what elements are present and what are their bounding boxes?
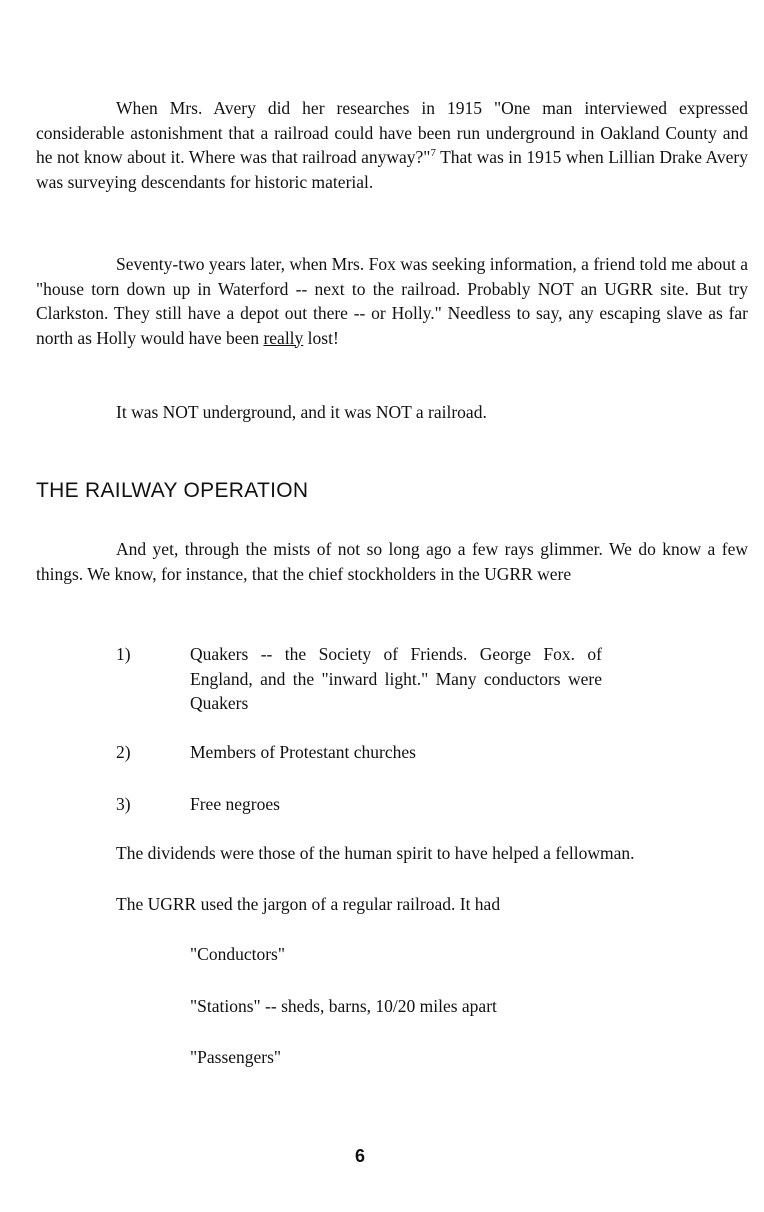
list-item-text: Quakers -- the Society of Friends. George Fox. of England, and the "inward light." Many conductors were Quakers — [190, 644, 602, 713]
list-item-number: 1) — [116, 644, 131, 664]
paragraph-dividends: The dividends were those of the human spirit to have helped a fellowman. — [116, 843, 635, 863]
jargon-item: "Conductors" — [190, 944, 285, 964]
paragraph-jargon-intro: The UGRR used the jargon of a regular railroad. It had — [116, 894, 501, 914]
page-number: 6 — [354, 1146, 365, 1166]
jargon-item: "Stations" -- sheds, barns, 10/20 miles apart — [190, 996, 497, 1016]
paragraph-text: When Mrs. Avery did her researches in 1915 "One man interviewed expressed considerable astonishment that a railroad could have been run underground in Oakland County and he not know about it. Where was that railroad anyway?" — [36, 98, 748, 167]
list-item-number: 3) — [116, 794, 131, 814]
section-heading: THE RAILWAY OPERATION — [36, 479, 309, 502]
jargon-item: "Passengers" — [190, 1047, 282, 1067]
paragraph-text: Seventy-two years later, when Mrs. Fox was seeking information, a friend told me about a "house torn down up in Waterford -- next to the railroad. Probably NOT an UGRR site. But try Clarkston. They still have a depot out there -- or Holly." Needless to say, any escaping slave as far north as Holly would have been — [36, 254, 748, 348]
list-item-text: Free negroes — [190, 794, 280, 814]
paragraph-seventy-two-years — [36, 252, 748, 350]
list-item-number: 2) — [116, 742, 131, 762]
footnote-marker: 7 — [430, 147, 436, 160]
underlined-word: really — [263, 327, 304, 348]
paragraph-text: That was in 1915 when Lillian Drake Avery was surveying descendants for historic material. — [36, 147, 748, 192]
paragraph-text: lost! — [303, 327, 339, 348]
paragraph-avery-research — [36, 96, 748, 194]
list-item-text: Members of Protestant churches — [190, 742, 416, 762]
paragraph-not-underground: It was NOT underground, and it was NOT a railroad. — [116, 402, 487, 422]
paragraph-mists — [36, 537, 748, 586]
paragraph-text: And yet, through the mists of not so long ago a few rays glimmer. We do know a few things. We know, for instance, that the chief stockholders in the UGRR were — [36, 539, 748, 584]
